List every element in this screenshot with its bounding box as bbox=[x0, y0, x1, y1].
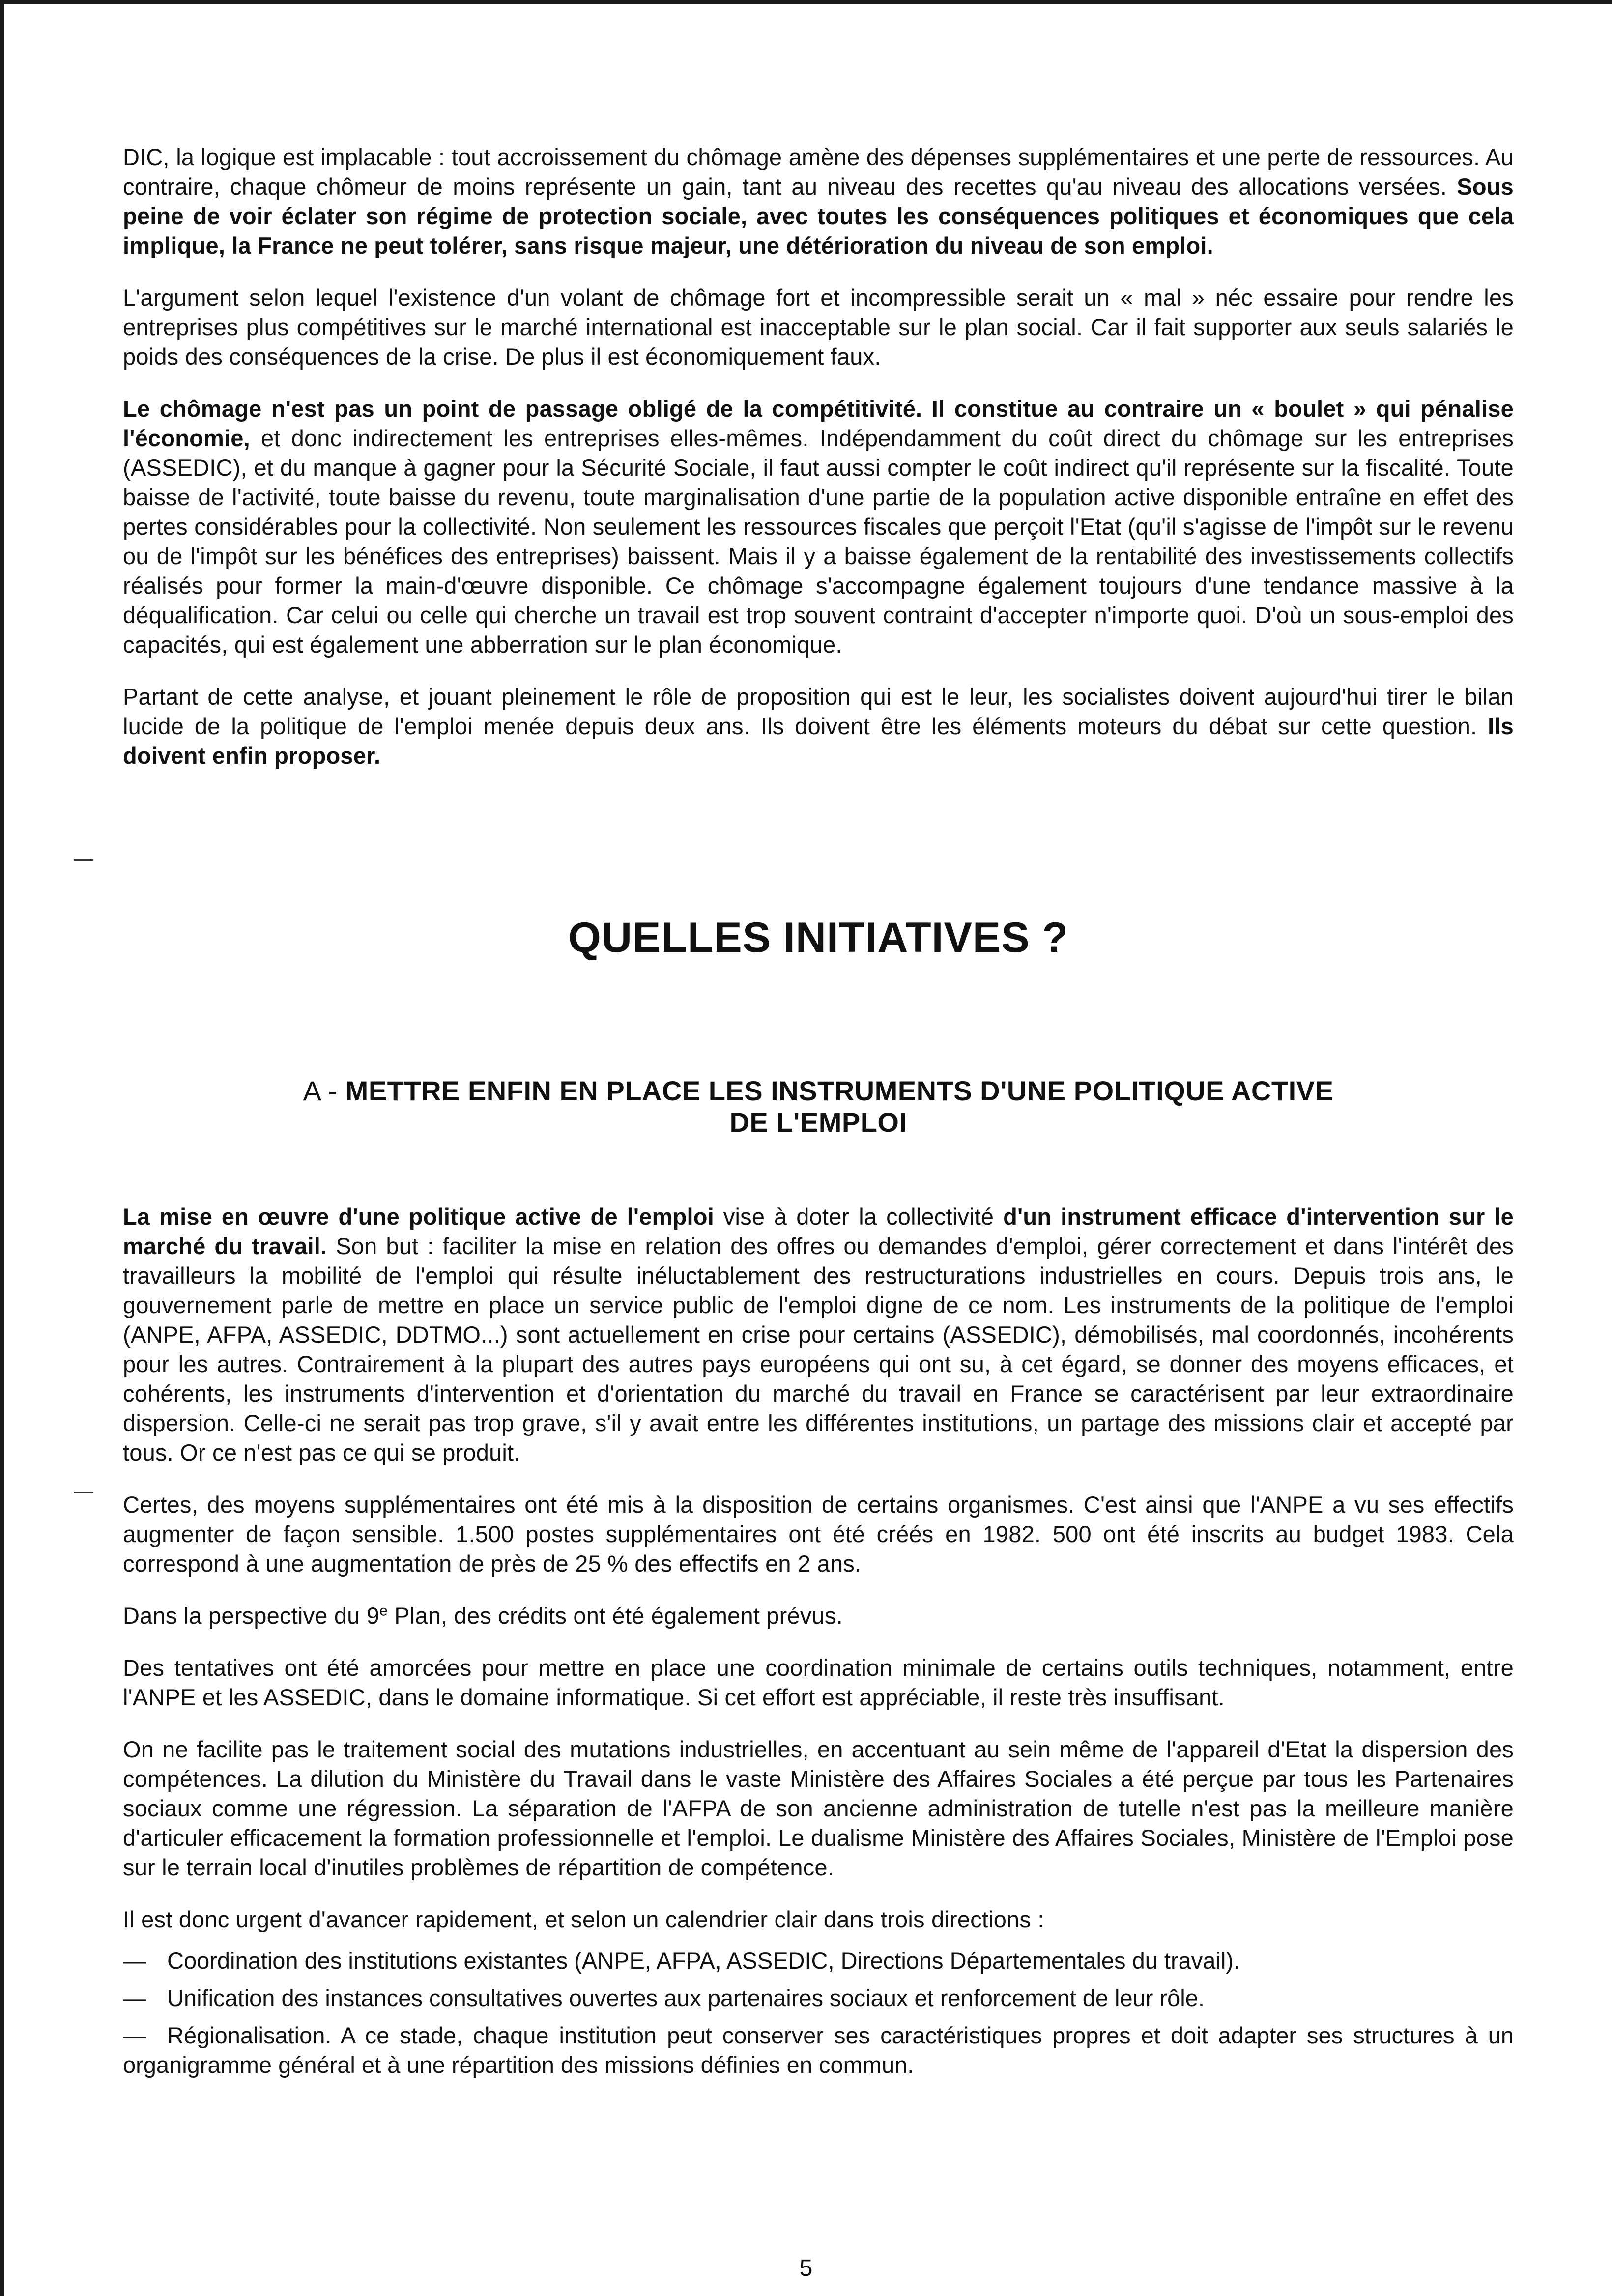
section-a-paragraph-5: On ne facilite pas le traitement social des mutations industrielles, en accentuant au sein même de l'appareil d'Etat la dispersion des compétences. La dilution du Ministère du Travail dans le vaste Ministère des Affaires Sociales a été perçue par tous les Partenaires sociaux comme une régression. La séparation de l'AFPA de son ancienne administration de tutelle n'est pas la meilleure manière d'articuler efficacement la formation professionnelle et l'emploi. Le dualisme Ministère des Affaires Sociales, Ministère de l'Emploi pose sur le terrain local d'inutiles problèmes de répartition de compétence. bbox=[123, 1736, 1514, 1880]
paragraph-3: Le chômage n'est pas un point de passage obligé de la compétitivité. Il constitue au contraire un « boulet » qui pénalise l'économie, et donc indirectement les entreprises elles-mêmes. Indépendamment du coût direct du chômage sur les entreprises (ASSEDIC), et du manque à gagner pour la Sécurité Sociale, il faut aussi compter le coût indirect qu'il représente sur la fiscalité. Toute baisse de l'activité, toute baisse du revenu, toute marginalisation d'une partie de la population active disponible entraîne en effet des pertes considérables pour la collectivité. Non seulement les ressources fiscales que perçoit l'Etat (qu'il s'agisse de l'impôt sur le revenu ou de l'impôt sur les bénéfices des entreprises) baissent. Mais il y a baisse également de la rentabilité des investissements collectifs réalisés pour former la main-d'œuvre disponible. Ce chômage s'accompagne également toujours d'une tendance massive à la déqualification. Car celui ou celle qui cherche un travail est trop souvent contraint d'accepter n'importe quoi. D'où un sous-emploi des capacités, qui est également une abberration sur le plan économique. bbox=[123, 396, 1514, 658]
margin-mark bbox=[74, 1492, 93, 1493]
directions-list bbox=[123, 1946, 1514, 2080]
sub-heading: A - METTRE ENFIN EN PLACE LES INSTRUMENTS D'UNE POLITIQUE ACTIVE DE L'EMPLOI bbox=[303, 1075, 1334, 1138]
section-a-paragraph-4: Des tentatives ont été amorcées pour mettre en place une coordination minimale de certains outils techniques, notamment, entre l'ANPE et les ASSEDIC, dans le domaine informatique. Si cet effort est appréciable, il reste très insuffisant. bbox=[123, 1655, 1514, 1710]
document-body bbox=[123, 143, 1514, 2088]
page-number: 5 bbox=[799, 2255, 813, 2281]
margin-mark bbox=[74, 859, 93, 861]
paragraph-4: Partant de cette analyse, et jouant pleinement le rôle de proposition qui est le leur, les socialistes doivent aujourd'hui tirer le bilan lucide de la politique de l'emploi menée depuis deux ans. Ils doivent être les éléments moteurs du débat sur cette question. Ils doivent enfin proposer. bbox=[123, 684, 1514, 769]
section-heading: QUELLES INITIATIVES ? bbox=[568, 914, 1069, 961]
page-border-left bbox=[0, 0, 4, 2296]
section-a-paragraph-2: Certes, des moyens supplémentaires ont été mis à la disposition de certains organismes. C'est ainsi que l'ANPE a vu ses effectifs augmenter de façon sensible. 1.500 postes supplémentaires ont été créés en 1982. 500 ont été inscrits au budget 1983. Cela correspond à une augmentation de près de 25 % des effectifs en 2 ans. bbox=[123, 1492, 1514, 1577]
paragraph-1: DIC, la logique est implacable : tout accroissement du chômage amène des dépenses supplémentaires et une perte de ressources. Au contraire, chaque chômeur de moins représente un gain, tant au niveau des recettes qu'au niveau des allocations versées. Sous peine de voir éclater son régime de protection sociale, avec toutes les conséquences politiques et économiques que cela implique, la France ne peut tolérer, sans risque majeur, une détérioration du niveau de son emploi. bbox=[123, 144, 1514, 258]
section-a-paragraph-1: La mise en œuvre d'une politique active de l'emploi vise à doter la collectivité d'un instrument efficace d'intervention sur le marché du travail. Son but : faciliter la mise en relation des offres ou demandes d'emploi, gérer correctement et dans l'intérêt des travailleurs la mobilité de l'emploi qui résulte inéluctablement des restructurations industrielles en cours. Depuis trois ans, le gouvernement parle de mettre en place un service public de l'emploi digne de ce nom. Les instruments de la politique de l'emploi (ANPE, AFPA, ASSEDIC, DDTMO...) sont actuellement en crise pour certains (ASSEDIC), démobilisés, mal coordonnés, incohérents pour les autres. Contrairement à la plupart des autres pays européens qui ont su, à cet égard, se donner des moyens efficaces, et cohérents, les instruments d'intervention et d'orientation du marché du travail en France se caractérisent par leur extraordinaire dispersion. Celle-ci ne serait pas trop grave, s'il y avait entre les différentes institutions, un partage des missions clair et accepté par tous. Or ce n'est pas ce qui se produit. bbox=[123, 1204, 1514, 1465]
list-item: — Régionalisation. A ce stade, chaque institution peut conserver ses caractéristiques propres et doit adapter ses structures à un organigramme général et à une répartition des missions définies en commun. bbox=[123, 2022, 1514, 2078]
page-border-top bbox=[0, 0, 1612, 4]
section-a-body bbox=[123, 1202, 1514, 2080]
paragraph-2: L'argument selon lequel l'existence d'un volant de chômage fort et incompressible serait un « mal » néc essaire pour rendre les entreprises plus compétitives sur le marché international est inacceptable sur le plan social. Car il fait supporter aux seuls salariés le poids des conséquences de la crise. De plus il est économiquement faux. bbox=[123, 285, 1514, 370]
section-a-paragraph-3: Dans la perspective du 9e Plan, des crédits ont été également prévus. bbox=[123, 1603, 843, 1629]
list-item: — Coordination des institutions existantes (ANPE, AFPA, ASSEDIC, Directions Départementales du travail). bbox=[123, 1948, 1240, 1974]
section-a-paragraph-6: Il est donc urgent d'avancer rapidement, et selon un calendrier clair dans trois directions : bbox=[123, 1906, 1044, 1932]
list-item: — Unification des instances consultatives ouvertes aux partenaires sociaux et renforcement de leur rôle. bbox=[123, 1985, 1205, 2011]
